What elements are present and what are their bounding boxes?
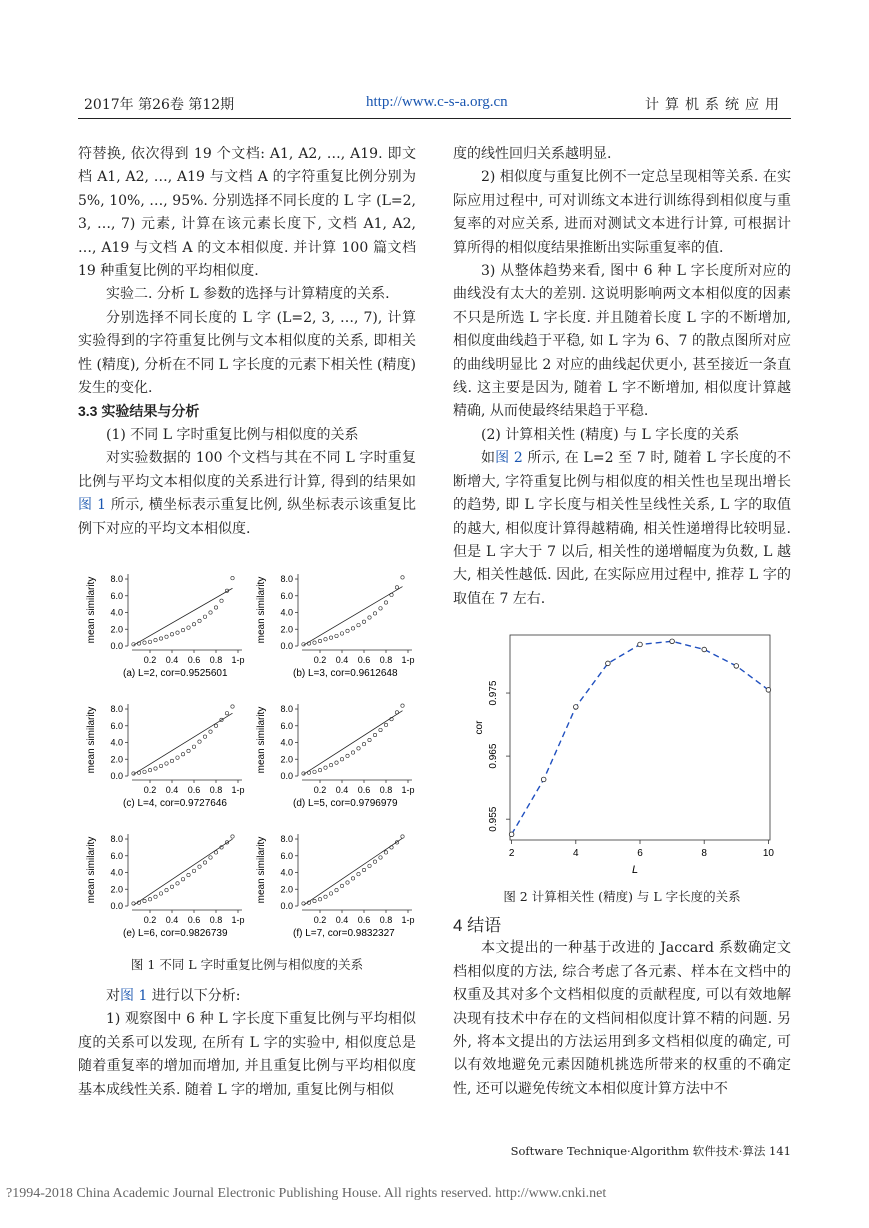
- scatter-point: [203, 861, 206, 864]
- y-tick-label: 8.0: [280, 574, 293, 585]
- scatter-point: [340, 884, 343, 887]
- x-tick-label: 4: [573, 848, 579, 859]
- scatter-point: [373, 612, 376, 615]
- scatter-point: [148, 898, 151, 901]
- scatter-point: [176, 756, 179, 759]
- data-point: [509, 832, 514, 837]
- left-column-top: [78, 143, 416, 541]
- y-tick-label: 2.0: [110, 624, 123, 635]
- scatter-point: [187, 873, 190, 876]
- x-tick-label: 0.6: [187, 655, 201, 665]
- scatter-point: [313, 641, 316, 644]
- scatter-point: [357, 747, 360, 750]
- paragraph: 分别选择不同长度的 L 字 (L=2, 3, …, 7), 计算实验得到的字符重复比例与文本相似度的关系, 即相关性 (精度), 分析在不同 L 字长度的元素下相关性 (精度) 发生的变化.: [78, 309, 416, 397]
- scatter-point: [351, 751, 354, 754]
- scatter-point: [329, 892, 332, 895]
- y-tick-label: 0.0: [110, 771, 123, 781]
- y-tick-label: 0.975: [488, 680, 499, 706]
- scatter-point: [214, 851, 217, 854]
- y-tick-label: 0.0: [280, 641, 293, 651]
- scatter-point: [318, 768, 321, 771]
- scatter-point: [340, 758, 343, 761]
- scatter-point: [401, 576, 404, 579]
- scatter-panel: [256, 574, 415, 679]
- x-tick-label: 0.4: [165, 785, 179, 795]
- paragraph: 本文提出的一种基于改进的 Jaccard 系数确定文档相似度的方法, 综合考虑了各元素、样本在文档中的权重及其对多个文档相似度的贡献程度, 可以有效地解决现有技术中存在的文档间相似度计算不精的问题. 另外, 将本文提出的方法运用到多文档相似度的确定, 可以有效地避免元素因随机挑选所带来的权重的不确定性, 还可以避免传统文本相似度计算方法中不: [453, 940, 791, 1097]
- y-tick-label: 0.0: [110, 901, 123, 911]
- y-tick-label: 4.0: [110, 737, 123, 748]
- scatter-point: [324, 766, 327, 769]
- scatter-point: [351, 627, 354, 630]
- y-tick-label: 8.0: [280, 704, 293, 715]
- scatter-point: [307, 771, 310, 774]
- x-axis-label: L: [631, 864, 639, 876]
- y-tick-label: 0.965: [488, 743, 499, 769]
- y-tick-label: 6.0: [110, 850, 123, 861]
- scatter-point: [181, 753, 184, 756]
- x-tick-label: 1-p: [231, 655, 245, 665]
- scatter-point: [154, 895, 157, 898]
- scatter-point: [176, 631, 179, 634]
- scatter-point: [143, 899, 146, 902]
- scatter-point: [176, 882, 179, 885]
- y-tick-label: 8.0: [280, 834, 293, 845]
- y-axis-label: mean similarity: [86, 576, 97, 644]
- data-point: [541, 777, 546, 782]
- scatter-point: [340, 632, 343, 635]
- x-tick-label: 0.4: [335, 655, 349, 665]
- scatter-point: [373, 733, 376, 736]
- fit-line: [134, 588, 233, 645]
- paragraph: [453, 447, 791, 611]
- paragraph: [78, 985, 416, 1008]
- scatter-point: [395, 711, 398, 714]
- x-tick-label: 0.4: [335, 915, 349, 925]
- data-point: [766, 688, 771, 693]
- x-tick-label: 0.8: [379, 655, 393, 665]
- x-tick-label: 6: [637, 848, 643, 859]
- fit-line: [304, 711, 403, 775]
- data-point: [670, 639, 675, 644]
- journal-url[interactable]: http://www.c-s-a.org.cn: [366, 94, 508, 110]
- scatter-point: [368, 738, 371, 741]
- scatter-point: [137, 771, 140, 774]
- paragraph: 2) 相似度与重复比例不一定总呈现相等关系. 在实际应用过程中, 可对训练文本进行训练得到相似度与重复率的对应关系, 进而对测试文本进行计算, 可根据计算所得的相似度结果推断出实际重复率的值.: [453, 169, 791, 256]
- y-tick-label: 0.0: [110, 641, 123, 651]
- y-tick-label: 4.0: [280, 607, 293, 618]
- y-tick-label: 0.0: [280, 901, 293, 911]
- right-column-bottom: [453, 914, 791, 1101]
- scatter-panel: [86, 834, 245, 939]
- panel-label: (d) L=5, cor=0.9796979: [293, 798, 398, 809]
- scatter-point: [220, 599, 223, 602]
- left-column-bottom: [78, 985, 416, 1102]
- y-axis-label: mean similarity: [86, 706, 97, 774]
- panel-label: (f) L=7, cor=0.9832327: [293, 928, 395, 939]
- scatter-point: [154, 638, 157, 641]
- right-column-top: [453, 143, 791, 611]
- paragraph-text: 对实验数据的 100 个文档与其在不同 L 字时重复比例与平均文本相似度的关系进行计算, 得到的结果如: [78, 450, 416, 490]
- panel-label: (c) L=4, cor=0.9727646: [123, 798, 227, 809]
- scatter-point: [170, 885, 173, 888]
- y-tick-label: 6.0: [110, 590, 123, 601]
- paragraph: (2) 计算相关性 (精度) 与 L 字长度的关系: [481, 426, 740, 443]
- x-tick-label: 0.2: [143, 785, 157, 795]
- paragraph-text: 对: [106, 988, 120, 1004]
- x-tick-label: 0.8: [209, 655, 223, 665]
- y-tick-label: 2.0: [110, 754, 123, 765]
- x-tick-label: 0.6: [357, 915, 371, 925]
- scatter-point: [379, 607, 382, 610]
- x-tick-label: 0.2: [313, 785, 327, 795]
- scatter-point: [192, 869, 195, 872]
- scatter-point: [187, 626, 190, 629]
- fit-line: [304, 587, 403, 646]
- scatter-point: [132, 902, 135, 905]
- y-tick-label: 4.0: [280, 737, 293, 748]
- scatter-point: [335, 634, 338, 637]
- scatter-point: [346, 881, 349, 884]
- paragraph: (1) 不同 L 字时重复比例与相似度的关系: [106, 426, 359, 443]
- scatter-point: [362, 620, 365, 623]
- scatter-point: [395, 586, 398, 589]
- scatter-point: [351, 877, 354, 880]
- scatter-point: [362, 868, 365, 871]
- scatter-point: [214, 724, 217, 727]
- y-axis-label: mean similarity: [256, 706, 267, 774]
- figure-1-link[interactable]: 图 1: [120, 988, 148, 1004]
- scatter-point: [170, 759, 173, 762]
- scatter-point: [203, 615, 206, 618]
- x-tick-label: 0.8: [379, 785, 393, 795]
- fit-line: [134, 839, 233, 905]
- x-tick-label: 1-p: [401, 655, 415, 665]
- scatter-point: [324, 895, 327, 898]
- scatter-point: [368, 864, 371, 867]
- y-axis-label: mean similarity: [256, 836, 267, 904]
- x-tick-label: 0.6: [187, 785, 201, 795]
- data-point: [574, 705, 579, 710]
- y-axis-label: mean similarity: [256, 576, 267, 644]
- scatter-point: [384, 723, 387, 726]
- scatter-point: [165, 888, 168, 891]
- scatter-point: [357, 623, 360, 626]
- scatter-point: [181, 628, 184, 631]
- paragraph: 3) 从整体趋势来看, 图中 6 种 L 字长度所对应的曲线没有太大的差别. 这说明影响两文本相似度的因素不只是所选 L 字长度. 并且随着长度 L 字的不断增加, 相似度曲线趋于平稳, 如 L 字为 6、7 的散点图所对应的曲线明显比 2 对应的曲线起伏更小, 甚至接近一条直线. 这主要是因为, 随着 L 字不断增加, 相似度计算越精确, 从而使最终结果趋于平稳.: [453, 263, 791, 420]
- scatter-point: [324, 638, 327, 641]
- scatter-point: [159, 637, 162, 640]
- paragraph: 符替换, 依次得到 19 个文档: A1, A2, …, A19. 即文档 A1, A2, …, A19 与文档 A 的字符重复比例分别为 5%, 10%, …, 95%. 分别选择不同长度的 L 字 (L=2, 3, …, 7) 元素, 计算在该元素长度下, 文档 A1, A2, …, A19 与文档 A 的文本相似度. 并计算 100 篇文档 19 种重复比例的平均相似度.: [78, 146, 416, 280]
- scatter-point: [318, 639, 321, 642]
- scatter-point: [362, 742, 365, 745]
- x-tick-label: 0.2: [143, 915, 157, 925]
- scatter-point: [346, 629, 349, 632]
- figure-2-link[interactable]: 图 2: [495, 450, 523, 467]
- x-tick-label: 0.6: [357, 785, 371, 795]
- fit-line: [304, 838, 403, 905]
- paragraph-text: 所示, 横坐标表示重复比例, 纵坐标表示该重复比例下对应的平均文本相似度.: [78, 497, 417, 537]
- x-tick-label: 1-p: [231, 785, 245, 795]
- scatter-point: [384, 851, 387, 854]
- data-point: [638, 642, 643, 647]
- y-tick-label: 0.0: [280, 771, 293, 781]
- paragraph: 度的线性回归关系越明显.: [453, 146, 612, 162]
- header-rule: [78, 118, 791, 119]
- scatter-point: [170, 633, 173, 636]
- y-tick-label: 4.0: [110, 867, 123, 878]
- scatter-point: [225, 712, 228, 715]
- x-tick-label: 0.8: [379, 915, 393, 925]
- scatter-point: [335, 888, 338, 891]
- scatter-point: [159, 764, 162, 767]
- scatter-panel: [86, 574, 245, 679]
- x-tick-label: 8: [701, 848, 707, 859]
- scatter-point: [231, 576, 234, 579]
- figure-2-line-chart: [470, 625, 780, 880]
- y-axis-label: cor: [474, 720, 485, 735]
- x-tick-label: 0.4: [165, 915, 179, 925]
- paragraph-text: 进行以下分析:: [147, 988, 241, 1004]
- scatter-point: [231, 835, 234, 838]
- y-tick-label: 4.0: [110, 607, 123, 618]
- data-point: [606, 661, 611, 666]
- x-tick-label: 0.2: [313, 915, 327, 925]
- paragraph: [78, 447, 416, 541]
- data-point: [734, 664, 739, 669]
- figure-1-caption: 图 1 不同 L 字时重复比例与相似度的关系: [130, 957, 364, 972]
- figure-1-link[interactable]: 图 1: [78, 497, 107, 514]
- paragraph-text: 如: [481, 450, 496, 467]
- scatter-point: [401, 704, 404, 707]
- copyright-line: ?1994-2018 China Academic Journal Electronic Publishing House. All rights reserved. http://www.cnki.net: [6, 1186, 607, 1201]
- scatter-point: [148, 768, 151, 771]
- y-tick-label: 0.955: [488, 806, 499, 832]
- scatter-point: [187, 749, 190, 752]
- y-tick-label: 6.0: [280, 590, 293, 601]
- scatter-point: [159, 892, 162, 895]
- scatter-point: [154, 767, 157, 770]
- scatter-point: [379, 728, 382, 731]
- figure-1-scatter-panels: [78, 556, 423, 946]
- y-axis-label: mean similarity: [86, 836, 97, 904]
- scatter-point: [165, 635, 168, 638]
- x-tick-label: 0.4: [165, 655, 179, 665]
- scatter-point: [302, 902, 305, 905]
- scatter-point: [165, 762, 168, 765]
- scatter-point: [390, 593, 393, 596]
- panel-label: (b) L=3, cor=0.9612648: [293, 668, 398, 679]
- data-point: [702, 647, 707, 652]
- y-tick-label: 6.0: [110, 720, 123, 731]
- section-heading: 4 结语: [453, 916, 502, 935]
- panel-label: (a) L=2, cor=0.9525601: [123, 668, 228, 679]
- plot-frame: [510, 635, 770, 840]
- scatter-panel: [256, 834, 415, 939]
- scatter-point: [379, 856, 382, 859]
- page-footer: Software Technique·Algorithm 软件技术·算法 141: [510, 1144, 791, 1158]
- panel-label: (e) L=6, cor=0.9826739: [123, 928, 228, 939]
- scatter-point: [209, 730, 212, 733]
- scatter-point: [209, 611, 212, 614]
- scatter-point: [192, 623, 195, 626]
- scatter-point: [181, 878, 184, 881]
- scatter-panel: [86, 704, 245, 809]
- x-tick-label: 0.6: [357, 655, 371, 665]
- x-tick-label: 0.2: [313, 655, 327, 665]
- x-tick-label: 0.4: [335, 785, 349, 795]
- scatter-point: [198, 740, 201, 743]
- scatter-point: [368, 616, 371, 619]
- scatter-point: [313, 899, 316, 902]
- section-heading: 3.3 实验结果与分析: [78, 403, 200, 420]
- x-tick-label: 1-p: [401, 785, 415, 795]
- y-tick-label: 6.0: [280, 720, 293, 731]
- paragraph: 1) 观察图中 6 种 L 字长度下重复比例与平均相似度的关系可以发现, 在所有 L 字的实验中, 相似度总是随着重复率的增加而增加, 并且重复比例与平均相似度基本成线性关系. 随着 L 字的增加, 重复比例与相似: [78, 1011, 416, 1098]
- series-line: [512, 641, 769, 834]
- y-tick-label: 8.0: [110, 834, 123, 845]
- scatter-point: [329, 636, 332, 639]
- scatter-point: [357, 872, 360, 875]
- scatter-point: [143, 641, 146, 644]
- scatter-point: [384, 601, 387, 604]
- scatter-point: [214, 606, 217, 609]
- scatter-point: [401, 835, 404, 838]
- scatter-point: [198, 865, 201, 868]
- y-tick-label: 6.0: [280, 850, 293, 861]
- figure-2-caption: 图 2 计算相关性 (精度) 与 L 字长度的关系: [503, 889, 741, 904]
- x-tick-label: 2: [508, 848, 515, 859]
- x-tick-label: 0.6: [187, 915, 201, 925]
- y-tick-label: 2.0: [110, 884, 123, 895]
- scatter-point: [231, 705, 234, 708]
- scatter-point: [209, 856, 212, 859]
- y-tick-label: 8.0: [110, 574, 123, 585]
- x-tick-label: 10: [762, 848, 774, 859]
- y-tick-label: 2.0: [280, 884, 293, 895]
- scatter-point: [148, 640, 151, 643]
- scatter-point: [313, 770, 316, 773]
- scatter-panel: [256, 704, 415, 809]
- y-tick-label: 2.0: [280, 624, 293, 635]
- x-tick-label: 1-p: [231, 915, 245, 925]
- x-tick-label: 0.2: [143, 655, 157, 665]
- paragraph-text: 所示, 在 L=2 至 7 时, 随着 L 字长度的不断增大, 字符重复比例与相似度的相关性也呈现出增长的趋势, 即 L 字长度与相关性呈线性关系, L 字的取值的越大, 相似度计算得越精确, 相关性递增得比较明显. 但是 L 字大于 7 以后, 相关性的递增幅度为负数, L 越大, 相关性越低. 因此, 在实际应用过程中, 推荐 L 字的取值在 7 左右.: [453, 450, 792, 607]
- scatter-point: [335, 761, 338, 764]
- y-tick-label: 8.0: [110, 704, 123, 715]
- y-tick-label: 4.0: [280, 867, 293, 878]
- x-tick-label: 1-p: [401, 915, 415, 925]
- journal-name: 计算机系统应用: [645, 97, 785, 113]
- scatter-point: [346, 754, 349, 757]
- y-tick-label: 2.0: [280, 754, 293, 765]
- x-tick-label: 0.8: [209, 915, 223, 925]
- scatter-point: [192, 745, 195, 748]
- journal-issue: 2017年 第26卷 第12期: [84, 97, 235, 113]
- scatter-point: [373, 860, 376, 863]
- fit-line: [134, 713, 233, 774]
- scatter-point: [143, 770, 146, 773]
- scatter-point: [329, 763, 332, 766]
- paragraph: 实验二. 分析 L 参数的选择与计算精度的关系.: [106, 286, 390, 303]
- scatter-point: [203, 735, 206, 738]
- scatter-point: [390, 846, 393, 849]
- scatter-point: [318, 898, 321, 901]
- scatter-point: [198, 619, 201, 622]
- x-tick-label: 0.8: [209, 785, 223, 795]
